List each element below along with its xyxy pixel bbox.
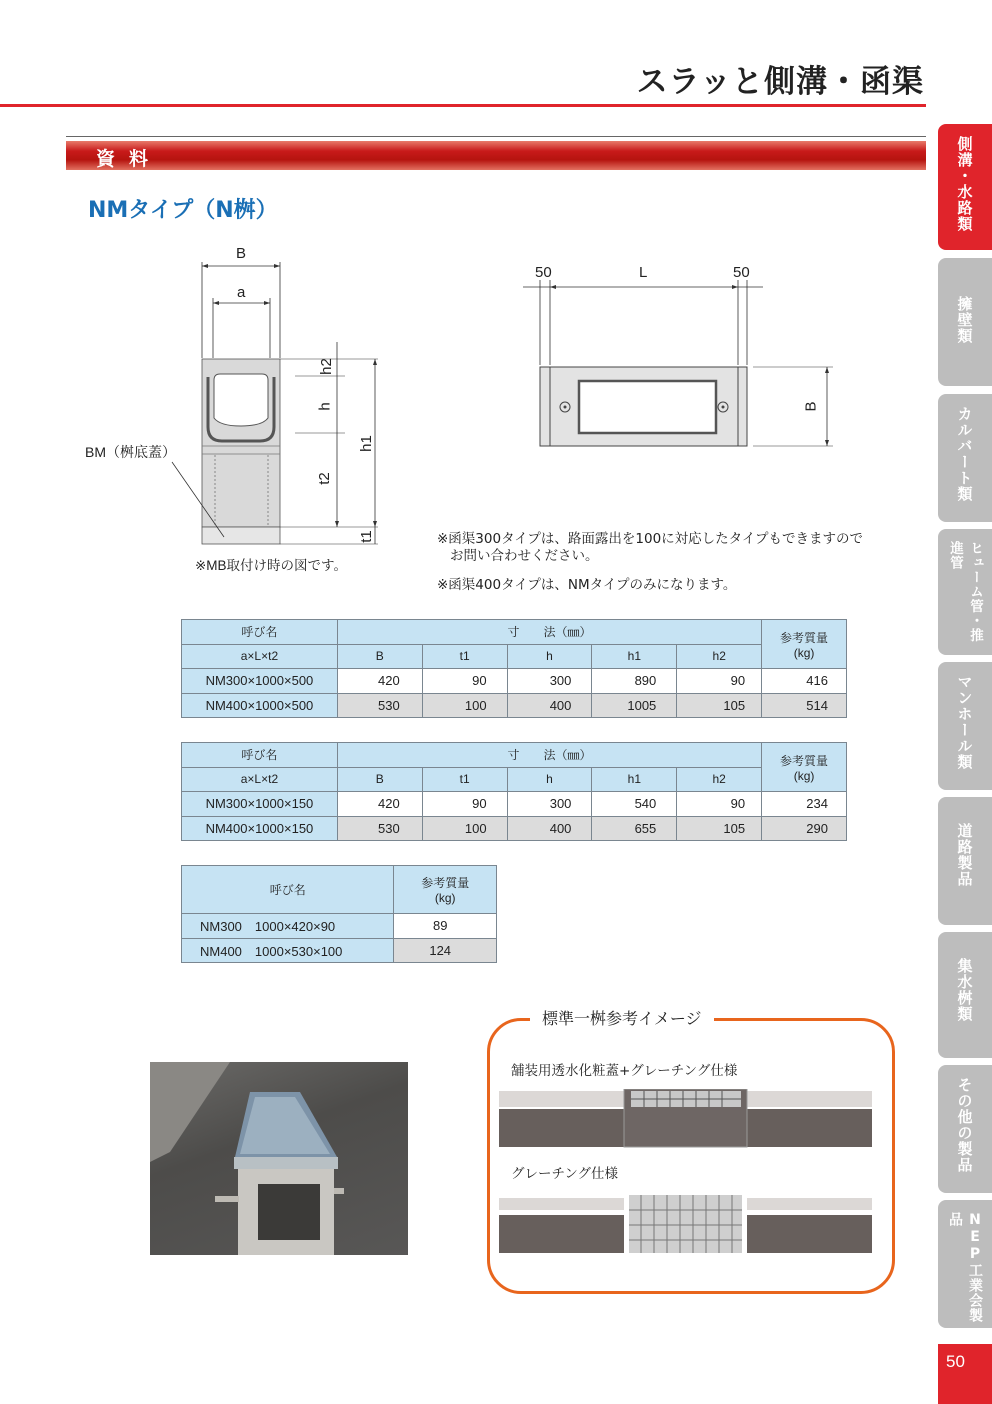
- sidebar-tab-label: 道路製品: [955, 823, 974, 887]
- sidebar-tab-label: 側溝・水路類: [955, 136, 974, 232]
- section-banner: [66, 141, 926, 170]
- table-row: [182, 792, 847, 817]
- page-title: スラッと側溝・函渠: [636, 64, 924, 100]
- sidebar-tab-label: NEP工業会製品: [947, 1212, 983, 1323]
- table-row: [182, 816, 847, 841]
- cell-h2: 90: [677, 792, 762, 817]
- spec1-label: 舗装用透水化粧蓋+グレーチング仕様: [511, 1063, 738, 1079]
- header-t1: t1: [422, 644, 507, 669]
- product-photo: [150, 1062, 408, 1255]
- cell-name: NM300 1000×420×90: [182, 914, 394, 939]
- spec-table-t2-150: [181, 742, 847, 841]
- dim-label-B: B: [236, 245, 247, 262]
- cell-weight: 416: [762, 669, 847, 694]
- sidebar-tab-hume-pipe[interactable]: [938, 529, 992, 655]
- sidebar-tab-side-ditch[interactable]: [938, 124, 992, 250]
- header-h: h: [507, 767, 592, 792]
- sidebar-tab-label: 擁壁類: [955, 296, 974, 344]
- spec1-illustration: [499, 1089, 872, 1149]
- cell-h2: 105: [677, 693, 762, 718]
- cell-h: 400: [507, 693, 592, 718]
- spec2-drawing: [499, 1195, 872, 1255]
- cell-B: 530: [337, 816, 422, 841]
- dim-label-t2: t2: [315, 472, 333, 485]
- header-weight-unit: (kg): [793, 768, 815, 783]
- sidebar-tab-label: マンホール類: [955, 674, 974, 770]
- header-weight-label: 参考質量: [780, 753, 829, 768]
- plan-view-diagram: [515, 260, 845, 460]
- dim-label-t1: t1: [357, 530, 375, 543]
- cell-weight: 290: [762, 816, 847, 841]
- sidebar-tab-road-products[interactable]: [938, 797, 992, 925]
- cell-t1: 100: [422, 816, 507, 841]
- spec1-drawing: [499, 1089, 872, 1149]
- sidebar-tab-manhole[interactable]: [938, 662, 992, 790]
- cell-h1: 890: [592, 669, 677, 694]
- sidebar-tab-label: 集水桝類: [955, 958, 974, 1022]
- cell-t1: 90: [422, 669, 507, 694]
- cell-weight: 514: [762, 693, 847, 718]
- dim-label-a: a: [237, 284, 246, 301]
- header-weight: [762, 620, 847, 669]
- spec2-illustration: [499, 1195, 872, 1255]
- product-subtitle: NMタイプ（N桝）: [88, 198, 278, 223]
- cell-B: 420: [337, 669, 422, 694]
- header-weight-unit: (kg): [434, 891, 456, 905]
- dim-label-B-plan: B: [802, 401, 820, 412]
- cross-section-diagram: [80, 240, 400, 573]
- sidebar-tab-label: カルバート類: [955, 406, 974, 502]
- section-label: 資料: [96, 148, 163, 170]
- cell-name: NM400 1000×530×100: [182, 938, 394, 963]
- cell-h2: 90: [677, 669, 762, 694]
- reference-title: 標準一桝参考イメージ: [530, 1006, 714, 1029]
- dim-label-L: L: [639, 264, 648, 281]
- header-name: 呼び名: [182, 620, 338, 645]
- header-dimensions: 寸 法（㎜）: [337, 743, 761, 768]
- plan-view-drawing: [515, 260, 845, 460]
- sidebar-tab-retaining-wall[interactable]: [938, 258, 992, 386]
- header-h1: h1: [592, 644, 677, 669]
- header-name: 呼び名: [182, 743, 338, 768]
- table-row: [182, 914, 497, 939]
- cell-B: 530: [337, 693, 422, 718]
- dim-label-h: h: [316, 402, 334, 411]
- cell-weight: 234: [762, 792, 847, 817]
- note-400-type: ※函渠400タイプは、NMタイプのみになります。: [437, 577, 737, 593]
- dim-label-h1: h1: [357, 435, 375, 452]
- table-row: [182, 938, 497, 963]
- sidebar-tab-catch-basin[interactable]: [938, 932, 992, 1058]
- diagram-caption: ※MB取付け時の図です。: [195, 558, 347, 573]
- header-name-sub: a×L×t2: [182, 767, 338, 792]
- cell-h1: 540: [592, 792, 677, 817]
- header-t1: t1: [422, 767, 507, 792]
- section-divider: [66, 136, 926, 137]
- spec2-label: グレーチング仕様: [511, 1166, 619, 1182]
- header-dimensions: 寸 法（㎜）: [337, 620, 761, 645]
- cell-name: NM400×1000×500: [182, 693, 338, 718]
- cell-weight: 124: [394, 938, 497, 963]
- product-photo-illustration: [150, 1062, 408, 1255]
- spec-table-t2-500: [181, 619, 847, 718]
- cell-name: NM300×1000×500: [182, 669, 338, 694]
- bm-callout-label: BM（桝底蓋）: [85, 444, 176, 460]
- header-h: h: [507, 644, 592, 669]
- sidebar-tab-label: その他の製品: [955, 1077, 974, 1173]
- page-number: 50: [938, 1344, 992, 1404]
- header-h1: h1: [592, 767, 677, 792]
- sidebar-tab-other-products[interactable]: [938, 1065, 992, 1193]
- table-row: [182, 693, 847, 718]
- header-weight: [762, 743, 847, 792]
- note-300-type-cont: お問い合わせください。: [450, 548, 599, 564]
- cell-t1: 90: [422, 792, 507, 817]
- note-300-type: ※函渠300タイプは、路面露出を100に対応したタイプもできますので: [437, 531, 863, 547]
- sidebar-tab-label: ヒューム管・推進管: [947, 541, 983, 643]
- header-weight-label: 参考質量: [780, 630, 829, 645]
- cell-h2: 105: [677, 816, 762, 841]
- table-row: [182, 669, 847, 694]
- header-h2: h2: [677, 767, 762, 792]
- cell-h1: 655: [592, 816, 677, 841]
- cell-t1: 100: [422, 693, 507, 718]
- header-name: 呼び名: [182, 866, 394, 914]
- dim-label-left-50: 50: [535, 264, 552, 281]
- header-h2: h2: [677, 644, 762, 669]
- cell-name: NM300×1000×150: [182, 792, 338, 817]
- header-weight: [394, 866, 497, 914]
- cell-h: 400: [507, 816, 592, 841]
- header-B: B: [337, 767, 422, 792]
- sidebar-tab-culvert[interactable]: [938, 394, 992, 522]
- dim-label-right-50: 50: [733, 264, 750, 281]
- cell-h1: 1005: [592, 693, 677, 718]
- bottom-cover-table: [181, 865, 497, 963]
- cell-h: 300: [507, 792, 592, 817]
- header-name-sub: a×L×t2: [182, 644, 338, 669]
- cell-B: 420: [337, 792, 422, 817]
- header-weight-unit: (kg): [793, 645, 815, 660]
- cell-h: 300: [507, 669, 592, 694]
- cell-name: NM400×1000×150: [182, 816, 338, 841]
- dim-label-h2: h2: [317, 358, 335, 375]
- cell-weight: 89: [394, 914, 497, 939]
- title-divider: [0, 104, 926, 107]
- header-B: B: [337, 644, 422, 669]
- sidebar-tab-nep-products[interactable]: [938, 1200, 992, 1328]
- header-weight-label: 参考質量: [421, 876, 470, 890]
